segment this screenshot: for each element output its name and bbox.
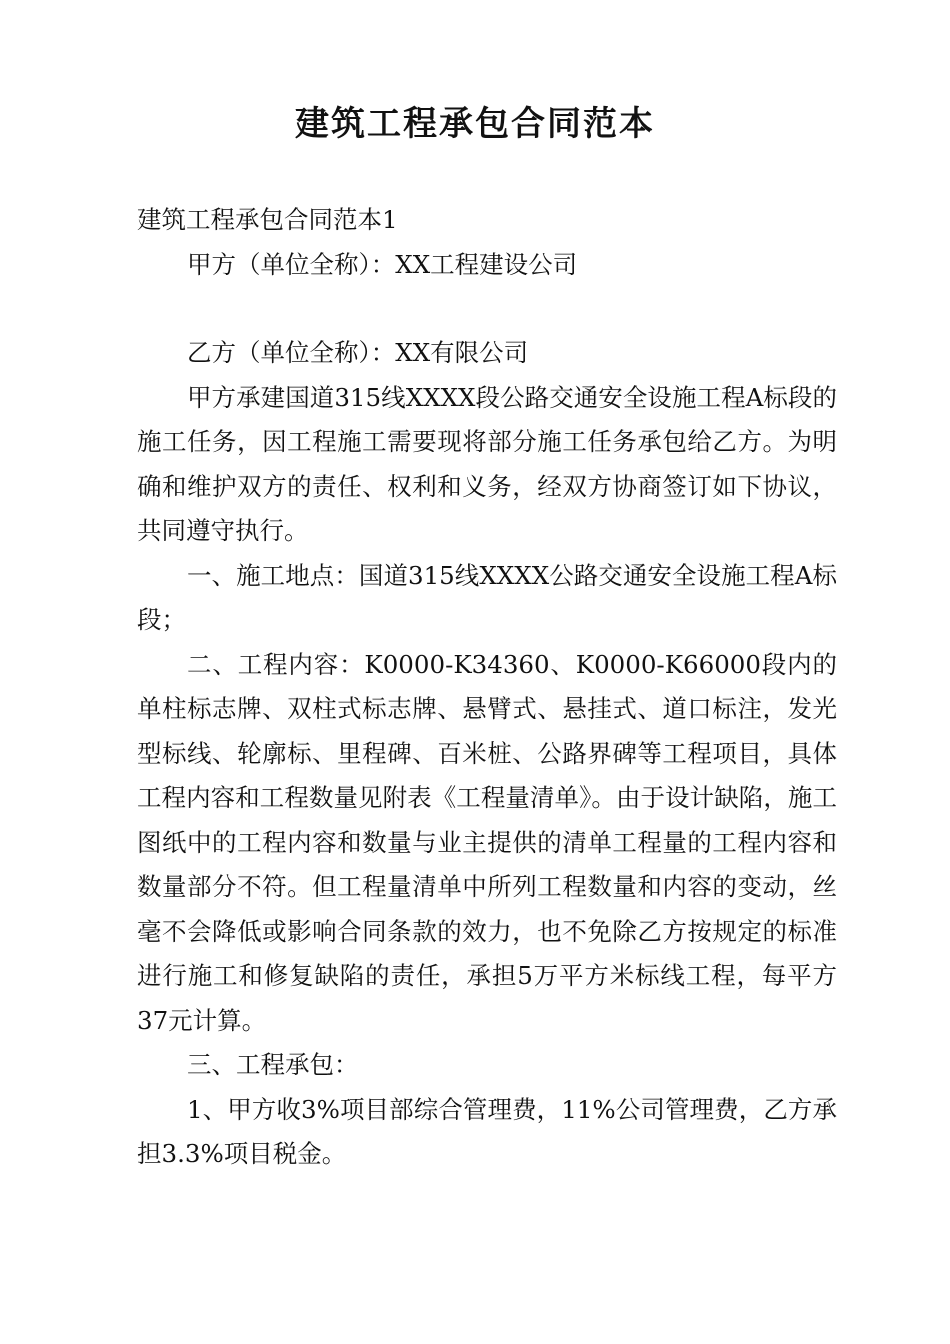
section-heading: 建筑工程承包合同范本1 bbox=[137, 205, 398, 234]
clause-contracting: 三、工程承包： bbox=[187, 1050, 359, 1079]
document-body bbox=[137, 198, 837, 1177]
clause-content: 二、工程内容：K0000-K34360、K0000-K66000段内的单柱标志牌、双柱式标志牌、悬臂式、悬挂式、道口标注，发光型标线、轮廓标、里程碑、百米桩、公路界碑等工程项目，具体工程内容和工程数量见附表《工程量清单》。由于设计缺陷，施工图纸中的工程内容和数量与业主提供的清单工程量的工程内容和数量部分不符。但工程量清单中所列工程数量和内容的变动，丝毫不会降低或影响合同条款的效力，也不免除乙方按规定的标准进行施工和修复缺陷的责任，承担5万平方米标线工程，每平方37元计算。 bbox=[137, 649, 837, 1035]
party-a: 甲方（单位全称）：XX工程建设公司 bbox=[187, 249, 578, 279]
clause-fees: 1、甲方收3%项目部综合管理费，11%公司管理费，乙方承担3.3%项目税金。 bbox=[137, 1094, 837, 1168]
party-b: 乙方（单位全称）：XX有限公司 bbox=[187, 338, 529, 367]
blank-line bbox=[137, 287, 837, 331]
preamble-paragraph: 甲方承建国道315线XXXX段公路交通安全设施工程A标段的施工任务，因工程施工需要现将部分施工任务承包给乙方。为明确和维护双方的责任、权利和义务，经双方协商签订如下协议，共同遵守执行。 bbox=[137, 382, 837, 545]
clause-location: 一、施工地点：国道315线XXXX公路交通安全设施工程A标段； bbox=[137, 560, 837, 634]
document-title: 建筑工程承包合同范本 bbox=[295, 104, 655, 144]
